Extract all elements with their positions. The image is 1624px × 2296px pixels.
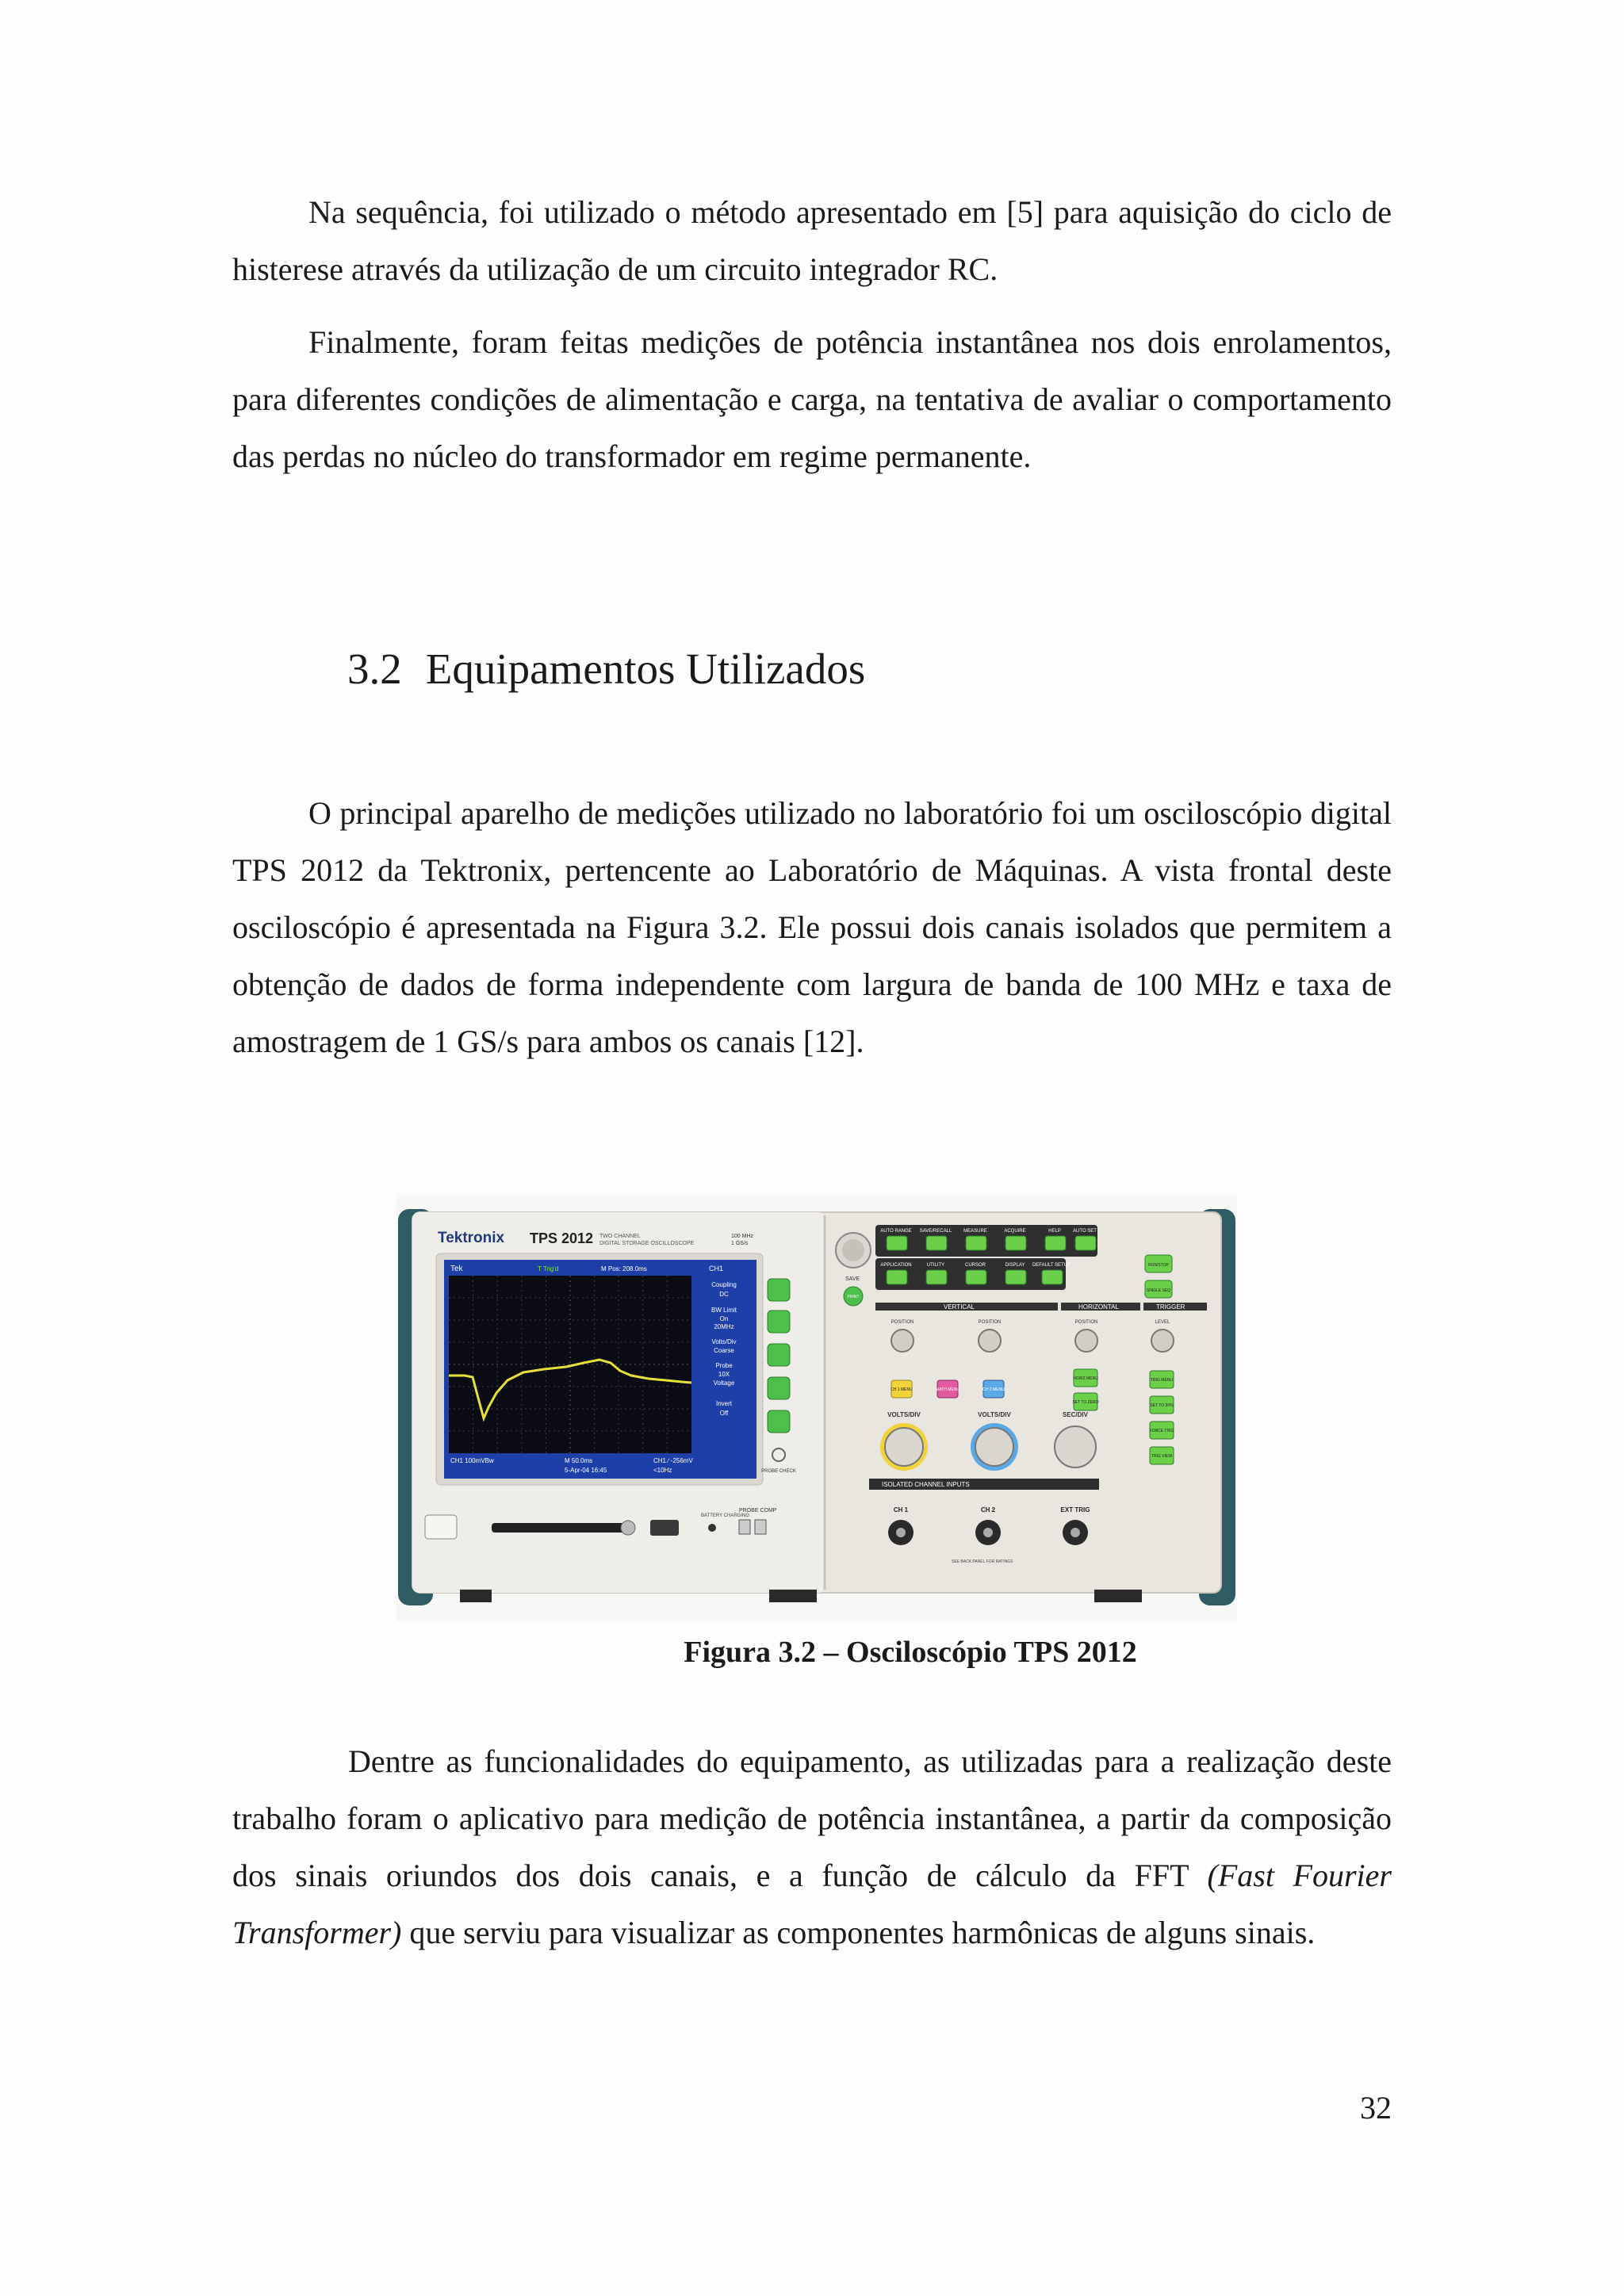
display-button[interactable] xyxy=(1005,1270,1026,1284)
page-number: 32 xyxy=(1360,2090,1392,2126)
ch2-input-label: CH 2 xyxy=(980,1506,996,1513)
ch2-position-knob[interactable] xyxy=(979,1330,1001,1352)
probe-comp-label: PROBE COMP xyxy=(739,1508,777,1513)
model-desc-2: DIGITAL STORAGE OSCILLOSCOPE xyxy=(599,1241,695,1246)
btn-display-label: DISPLAY xyxy=(1005,1263,1025,1268)
menu-volts-div: Volts/Div xyxy=(711,1338,737,1345)
paragraph-4-text: Dentre as funcionalidades do equipamento, as utilizadas para a realização deste trabalho foram o aplicativo para medição de potência instantânea, a partir da composição dos sinais oriundos dos dois canais, e a função de cálculo da FFT xyxy=(232,1743,1392,1893)
power-button[interactable] xyxy=(425,1515,457,1539)
paragraph-2-text: Finalmente, foram feitas medições de potência instantânea nos dois enrolamentos, para diferentes condições de alimentação e carga, na tentativa de avaliar o comportamento das perdas no núcleo do transformador em regime permanente. xyxy=(232,324,1392,474)
btn-default-setup-label: DEFAULT SETUP xyxy=(1032,1263,1071,1268)
paragraph-4-text-end: que serviu para visualizar as componentes harmônicas de alguns sinais. xyxy=(401,1915,1316,1950)
spec-sample-rate: 1 GS/s xyxy=(731,1241,749,1246)
menu-bw-limit: BW Limit xyxy=(711,1307,737,1314)
screen-tek-label: Tek xyxy=(450,1265,463,1273)
run-stop-label: RUN/STOP xyxy=(1148,1263,1169,1268)
sec-div-knob[interactable] xyxy=(1055,1426,1096,1468)
btn-save-recall-label: SAVE/RECALL xyxy=(919,1229,952,1234)
btn-application-label: APPLICATION xyxy=(880,1263,912,1268)
trig-view-label: TRIG VIEW xyxy=(1151,1454,1173,1459)
application-button[interactable] xyxy=(887,1270,907,1284)
print-label: PRINT xyxy=(847,1295,860,1299)
oscilloscope-image xyxy=(396,1193,1237,1621)
horiz-menu-label: HORIZ MENU xyxy=(1073,1376,1098,1381)
measure-button[interactable] xyxy=(966,1236,986,1250)
help-button[interactable] xyxy=(1045,1236,1066,1250)
ext-trig-input-label: EXT TRIG xyxy=(1060,1506,1090,1513)
screen-footer-ch1: CH1 100mVBw xyxy=(450,1457,494,1464)
brand-label: Tektronix xyxy=(438,1230,505,1246)
menu-invert-value: Off xyxy=(719,1410,729,1417)
paragraph-3 xyxy=(232,785,1392,1070)
screen-trig-label: T Trig'd xyxy=(538,1265,559,1272)
default-setup-button[interactable] xyxy=(1042,1270,1063,1284)
btn-utility-label: UTILITY xyxy=(926,1263,945,1268)
horiz-position-label: POSITION xyxy=(1074,1320,1098,1325)
oscilloscope-figure xyxy=(396,1193,1237,1621)
menu-probe-unit: Voltage xyxy=(713,1380,735,1387)
spec-bandwidth: 100 MHz xyxy=(731,1234,754,1239)
ch1-volts-div-label: VOLTS/DIV xyxy=(887,1411,921,1418)
model-desc-1: TWO CHANNEL xyxy=(599,1234,641,1239)
menu-coupling-value: DC xyxy=(719,1291,729,1298)
horizontal-section-label: HORIZONTAL xyxy=(1078,1303,1119,1311)
ch1-volts-div-knob[interactable] xyxy=(885,1428,923,1466)
btn-measure-label: MEASURE xyxy=(963,1229,987,1234)
isolated-inputs-label: ISOLATED CHANNEL INPUTS xyxy=(882,1481,970,1488)
screen-mpos-label: M Pos: 208.0ms xyxy=(601,1265,647,1272)
utility-button[interactable] xyxy=(926,1270,947,1284)
paragraph-2 xyxy=(232,314,1392,485)
probe-check-label: PROBE CHECK xyxy=(761,1469,796,1474)
paragraph-1 xyxy=(232,184,1392,298)
menu-probe: Probe xyxy=(715,1362,733,1369)
set-to-50-label: SET TO 50% xyxy=(1150,1403,1174,1408)
single-seq-label: SINGLE SEQ xyxy=(1146,1288,1171,1293)
screen-footer-time: M 50.0ms xyxy=(565,1457,593,1464)
screen-footer-freq: <10Hz xyxy=(653,1467,672,1474)
ch2-menu-label: CH 2 MENU xyxy=(982,1387,1005,1392)
save-recall-button[interactable] xyxy=(926,1236,947,1250)
menu-volts-div-value: Coarse xyxy=(714,1347,734,1354)
btn-cursor-label: CURSOR xyxy=(964,1263,986,1268)
auto-range-button[interactable] xyxy=(887,1236,907,1250)
cursor-button[interactable] xyxy=(966,1270,986,1284)
trig-menu-label: TRIG MENU xyxy=(1150,1378,1174,1383)
ch1-menu-label: CH 1 MENU xyxy=(891,1387,913,1392)
trigger-level-label: LEVEL xyxy=(1155,1320,1170,1325)
set-to-zero-label: SET TO ZERO xyxy=(1072,1400,1099,1405)
usb-port xyxy=(650,1520,679,1536)
screen-ch-label: CH1 xyxy=(709,1265,724,1272)
see-back-panel-label: SEE BACK PANEL FOR RATINGS xyxy=(952,1559,1013,1564)
oscilloscope-screen xyxy=(449,1276,691,1453)
btn-auto-set-label: AUTO SET xyxy=(1073,1229,1097,1234)
ch1-input-label: CH 1 xyxy=(893,1506,909,1513)
screen-footer-date: 5-Apr-04 16:45 xyxy=(565,1467,607,1474)
screen-footer-trig: CH1 ∕ -256mV xyxy=(653,1457,693,1464)
trigger-level-knob[interactable] xyxy=(1151,1330,1174,1352)
paragraph-4-italic: (Fast Fourier Transformer) xyxy=(232,1858,1392,1950)
auto-set-button[interactable] xyxy=(1075,1236,1096,1250)
section-title: Equipamentos Utilizados xyxy=(425,645,866,693)
trigger-section-label: TRIGGER xyxy=(1156,1303,1185,1311)
menu-probe-value: 10X xyxy=(718,1371,730,1378)
vertical-section-label: VERTICAL xyxy=(944,1303,975,1311)
btn-help-label: HELP xyxy=(1048,1229,1061,1234)
menu-bw-on: On xyxy=(719,1315,729,1322)
force-trig-label: FORCE TRIG xyxy=(1149,1429,1174,1433)
btn-auto-range-label: AUTO RANGE xyxy=(880,1229,912,1234)
card-slot xyxy=(492,1523,634,1533)
btn-acquire-label: ACQUIRE xyxy=(1004,1229,1026,1234)
sec-div-label: SEC/DIV xyxy=(1062,1411,1089,1418)
ch2-volts-div-knob[interactable] xyxy=(975,1428,1013,1466)
math-menu-label: MATH MENU xyxy=(936,1387,959,1392)
paragraph-3-text: O principal aparelho de medições utilizado no laboratório foi um osciloscópio digital TPS 2012 da Tektronix, pertencente ao Laboratório de Máquinas. A vista frontal deste osciloscópio é apresentada na Figura 3.2. Ele possui dois canais isolados que permitem a obtenção de dados de forma independente com largura de banda de 100 MHz e taxa de amostragem de 1 GS/s para ambos os canais [12]. xyxy=(232,795,1392,1059)
ch1-position-label: POSITION xyxy=(891,1320,914,1325)
save-label: SAVE xyxy=(845,1276,860,1282)
ch2-position-label: POSITION xyxy=(978,1320,1002,1325)
menu-invert: Invert xyxy=(715,1400,733,1407)
section-heading xyxy=(347,644,865,694)
ch2-volts-div-label: VOLTS/DIV xyxy=(978,1411,1011,1418)
horiz-position-knob[interactable] xyxy=(1075,1330,1097,1352)
paragraph-4 xyxy=(232,1733,1392,1961)
model-label: TPS 2012 xyxy=(530,1230,594,1246)
battery-label: BATTERY CHARGING xyxy=(701,1513,750,1518)
menu-coupling: Coupling xyxy=(711,1281,737,1288)
ch1-position-knob[interactable] xyxy=(891,1330,914,1352)
paragraph-1-text: Na sequência, foi utilizado o método apresentado em [5] para aquisição do ciclo de histerese através da utilização de um circuito integrador RC. xyxy=(232,194,1392,287)
figure-caption: Figura 3.2 – Osciloscópio TPS 2012 xyxy=(684,1636,1137,1669)
acquire-button[interactable] xyxy=(1005,1236,1026,1250)
section-number: 3.2 xyxy=(347,645,402,693)
menu-bw-freq: 20MHz xyxy=(714,1323,734,1330)
